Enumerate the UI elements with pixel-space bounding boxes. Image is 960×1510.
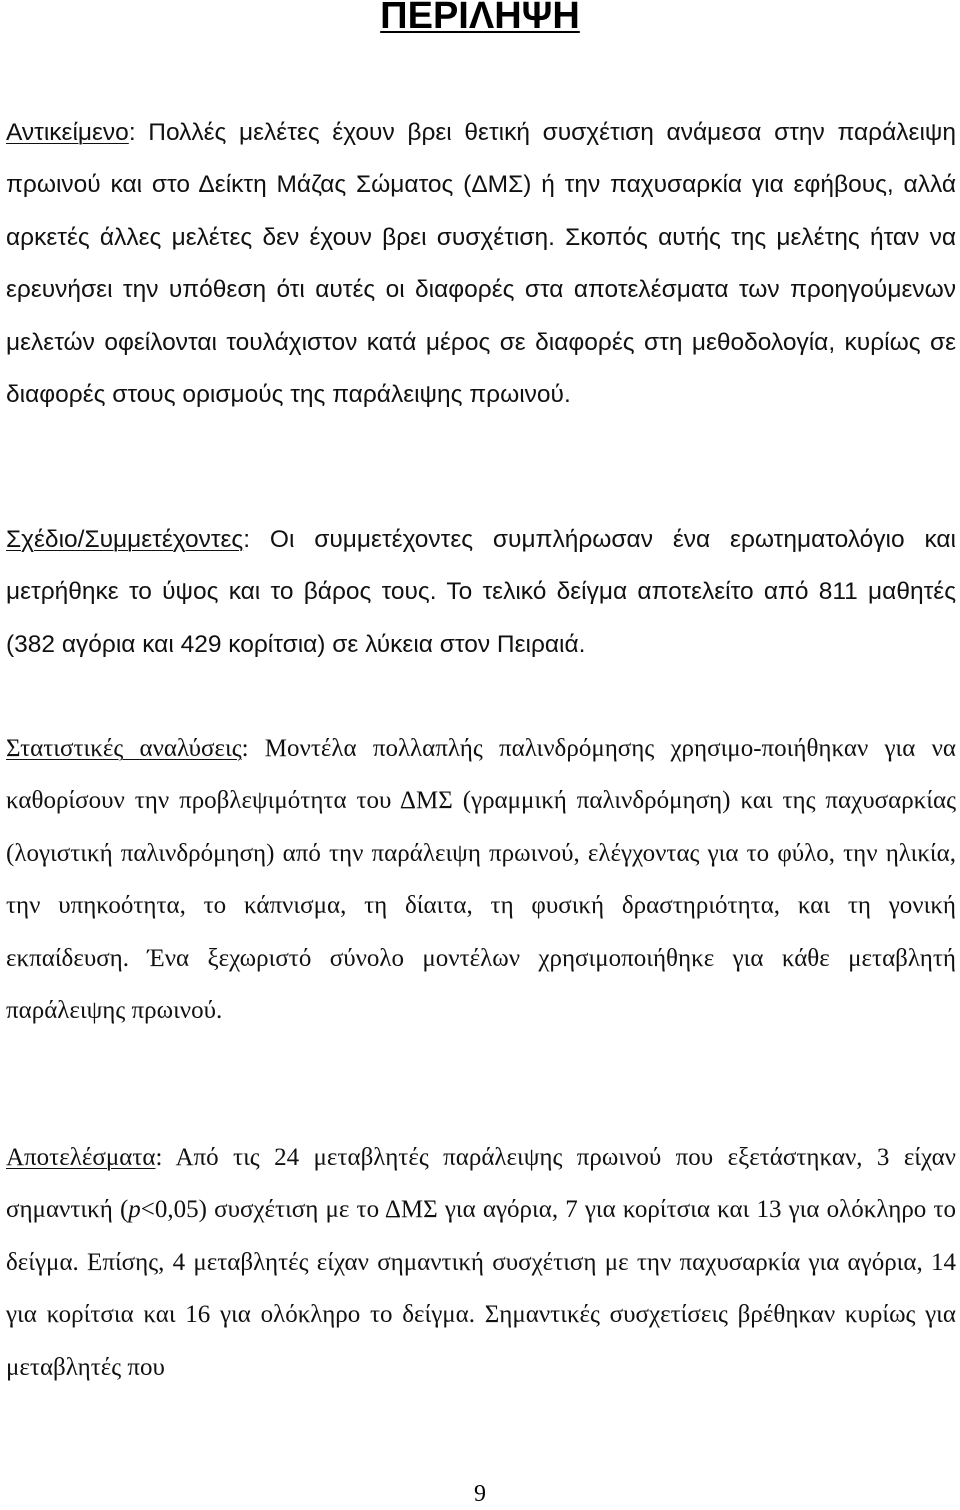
section-results	[6, 1132, 956, 1394]
section-label-statistics: Στατιστικές αναλύσεις	[6, 735, 242, 762]
p-value-symbol: p	[128, 1196, 141, 1224]
section-label-results: Αποτελέσματα	[6, 1144, 156, 1171]
section-label-design: Σχέδιο/Συμμετέχοντες	[6, 526, 244, 553]
page-title: ΠΕΡΙΛΗΨΗ	[380, 0, 580, 37]
section-label-objective: Αντικείμενο	[6, 119, 129, 146]
section-statistical-analyses	[6, 723, 956, 1037]
section-text-results-before: : Από τις 24 μεταβλητές παράλειψης πρωινού που εξετάστηκαν, 3 είχαν σημαντική (	[6, 1144, 956, 1224]
section-text-objective: : Πολλές μελέτες έχουν βρει θετική συσχέτιση ανάμεσα στην παράλειψη πρωινού και στο Δείκτη Μάζας Σώματος (ΔΜΣ) ή την παχυσαρκία για εφήβους, αλλά αρκετές άλλες μελέτες δεν έχουν βρει συσχέτιση. Σκοπός αυτής της μελέτης ήταν να ερευνήσει την υπόθεση ότι αυτές οι διαφορές στα αποτελέσματα των προηγούμενων μελετών οφείλονται τουλάχιστον κατά μέρος σε διαφορές στη μεθοδολογία, κυρίως σε διαφορές στους ορισμούς της παράλειψης πρωινού.	[6, 119, 956, 409]
page-number: 9	[474, 1481, 486, 1507]
section-text-statistics: : Μοντέλα πολλαπλής παλινδρόμησης χρησιμο-ποιήθηκαν για να καθορίσουν την προβλεψιμότητα του ΔΜΣ (γραμμική παλινδρόμηση) και της παχυσαρκίας (λογιστική παλινδρόμηση) από την παράλειψη πρωινού, ελέγχοντας για το φύλο, την ηλικία, την υπηκοότητα, το κάπνισμα, τη δίαιτα, τη φυσική δραστηριότητα, και τη γονική εκπαίδευση. Ένα ξεχωριστό σύνολο μοντέλων χρησιμοποιήθηκε για κάθε μεταβλητή παράλειψης πρωινού.	[6, 735, 956, 1025]
section-design-participants	[6, 514, 956, 671]
section-text-design: : Οι συμμετέχοντες συμπλήρωσαν ένα ερωτηματολόγιο και μετρήθηκε το ύψος και το βάρος τους. Το τελικό δείγμα αποτελείτο από 811 μαθητές (382 αγόρια και 429 κορίτσια) σε λύκεια στον Πειραιά.	[6, 526, 956, 658]
section-objective	[6, 107, 956, 421]
section-text-results-after: <0,05) συσχέτιση με το ΔΜΣ για αγόρια, 7 για κορίτσια και 13 για ολόκληρο το δείγμα. Επίσης, 4 μεταβλητές είχαν σημαντική συσχέτιση με την παχυσαρκία για αγόρια, 14 για κορίτσια και 16 για ολόκληρο το δείγμα. Σημαντικές συσχετίσεις βρέθηκαν κυρίως για μεταβλητές που	[6, 1196, 956, 1381]
